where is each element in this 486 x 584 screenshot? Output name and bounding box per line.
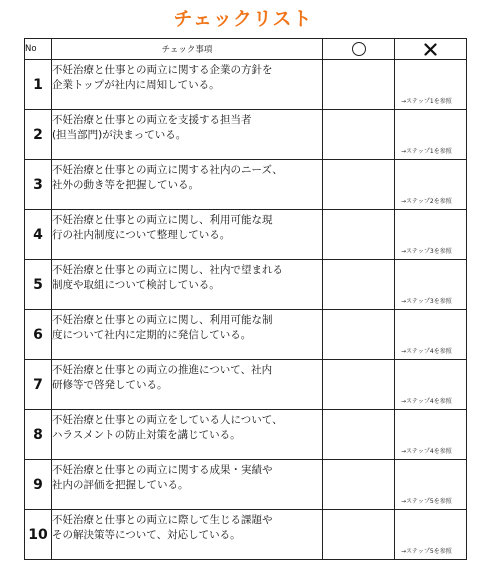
yes-checkbox-cell[interactable]: [323, 210, 395, 260]
check-item-line: 行の社内制度について整理している。: [52, 229, 231, 241]
no-checkbox-cell[interactable]: [395, 360, 467, 410]
check-item-text: [52, 110, 323, 160]
check-item-line: 社内の評価を把握している。: [52, 479, 189, 491]
table-row: [25, 460, 467, 510]
yes-checkbox-cell[interactable]: [323, 260, 395, 310]
table-row: [25, 160, 467, 210]
row-number: 9: [25, 460, 52, 510]
yes-checkbox-cell[interactable]: [323, 110, 395, 160]
row-number: 8: [25, 410, 52, 460]
table-row: [25, 510, 467, 560]
check-item-line: 不妊治療と仕事との両立を支援する担当者: [52, 114, 252, 126]
row-number: 4: [25, 210, 52, 260]
table-row: [25, 60, 467, 110]
step-reference: →ステップ4を参照: [401, 398, 452, 405]
yes-checkbox-cell[interactable]: [323, 160, 395, 210]
page-title: チェックリスト: [173, 8, 313, 30]
table-row: [25, 360, 467, 410]
check-item-line: 不妊治療と仕事との両立に関する成果・実績や: [52, 464, 273, 476]
row-number: 7: [25, 360, 52, 410]
check-item-line: 不妊治療と仕事との両立に関する企業の方針を: [52, 64, 273, 76]
no-checkbox-cell[interactable]: [395, 210, 467, 260]
check-item-text: [52, 510, 323, 560]
check-item-line: (担当部門)が決まっている。: [52, 129, 187, 141]
no-checkbox-cell[interactable]: [395, 410, 467, 460]
check-item-line: 不妊治療と仕事との両立に関し、利用可能な現: [52, 214, 273, 226]
check-item-line: その解決策等について、対応している。: [52, 529, 241, 541]
check-item-text: [52, 210, 323, 260]
check-item-text: [52, 310, 323, 360]
check-item-line: 企業トップが社内に周知している。: [52, 79, 220, 91]
check-item-line: 不妊治療と仕事との両立に関し、利用可能な制: [52, 314, 273, 326]
check-item-line: 不妊治療と仕事との両立に関する社内のニーズ、: [52, 164, 283, 176]
step-reference: →ステップ3を参照: [401, 248, 452, 255]
table-row: [25, 110, 467, 160]
yes-checkbox-cell[interactable]: [323, 510, 395, 560]
table-row: [25, 260, 467, 310]
check-item-text: [52, 360, 323, 410]
no-checkbox-cell[interactable]: [395, 260, 467, 310]
table-row: [25, 310, 467, 360]
step-reference: →ステップ4を参照: [401, 448, 452, 455]
step-reference: →ステップ1を参照: [401, 98, 452, 105]
row-number: 3: [25, 160, 52, 210]
table-row: [25, 410, 467, 460]
header-row: [25, 39, 467, 60]
no-checkbox-cell[interactable]: [395, 310, 467, 360]
table-row: [25, 210, 467, 260]
step-reference: →ステップ5を参照: [401, 498, 452, 505]
row-number: 6: [25, 310, 52, 360]
row-number: 5: [25, 260, 52, 310]
check-item-text: [52, 160, 323, 210]
no-checkbox-cell[interactable]: [395, 60, 467, 110]
header-check-item: チェック事項: [52, 39, 323, 60]
check-item-line: ハラスメントの防止対策を講じている。: [52, 429, 241, 441]
no-checkbox-cell[interactable]: [395, 510, 467, 560]
check-item-text: [52, 460, 323, 510]
yes-checkbox-cell[interactable]: [323, 310, 395, 360]
yes-checkbox-cell[interactable]: [323, 410, 395, 460]
no-checkbox-cell[interactable]: [395, 110, 467, 160]
header-no: No: [25, 39, 52, 60]
step-reference: →ステップ2を参照: [401, 198, 452, 205]
row-number: 2: [25, 110, 52, 160]
check-item-text: [52, 60, 323, 110]
circle-icon: [352, 42, 366, 56]
check-item-line: 度について社内に定期的に発信している。: [52, 329, 252, 341]
row-number: 10: [25, 510, 52, 560]
step-reference: →ステップ4を参照: [401, 348, 452, 355]
check-item-line: 研修等で啓発している。: [52, 379, 168, 391]
yes-checkbox-cell[interactable]: [323, 60, 395, 110]
row-number: 1: [25, 60, 52, 110]
step-reference: →ステップ5を参照: [401, 548, 452, 555]
check-item-line: 社外の動き等を把握している。: [52, 179, 199, 191]
check-item-line: 不妊治療と仕事との両立の推進について、社内: [52, 364, 273, 376]
yes-checkbox-cell[interactable]: [323, 360, 395, 410]
header-no-mark: [395, 39, 467, 60]
check-item-line: 不妊治療と仕事との両立をしている人について、: [52, 414, 283, 426]
no-checkbox-cell[interactable]: [395, 160, 467, 210]
header-yes: [323, 39, 395, 60]
check-item-text: [52, 260, 323, 310]
yes-checkbox-cell[interactable]: [323, 460, 395, 510]
cross-icon: [424, 43, 437, 56]
checklist-table: [24, 38, 467, 560]
check-item-line: 不妊治療と仕事との両立に関し、社内で望まれる: [52, 264, 283, 276]
step-reference: →ステップ1を参照: [401, 148, 452, 155]
check-item-text: [52, 410, 323, 460]
check-item-line: 不妊治療と仕事との両立に際して生じる課題や: [52, 514, 273, 526]
check-item-line: 制度や取組について検討している。: [52, 279, 220, 291]
step-reference: →ステップ3を参照: [401, 298, 452, 305]
no-checkbox-cell[interactable]: [395, 460, 467, 510]
